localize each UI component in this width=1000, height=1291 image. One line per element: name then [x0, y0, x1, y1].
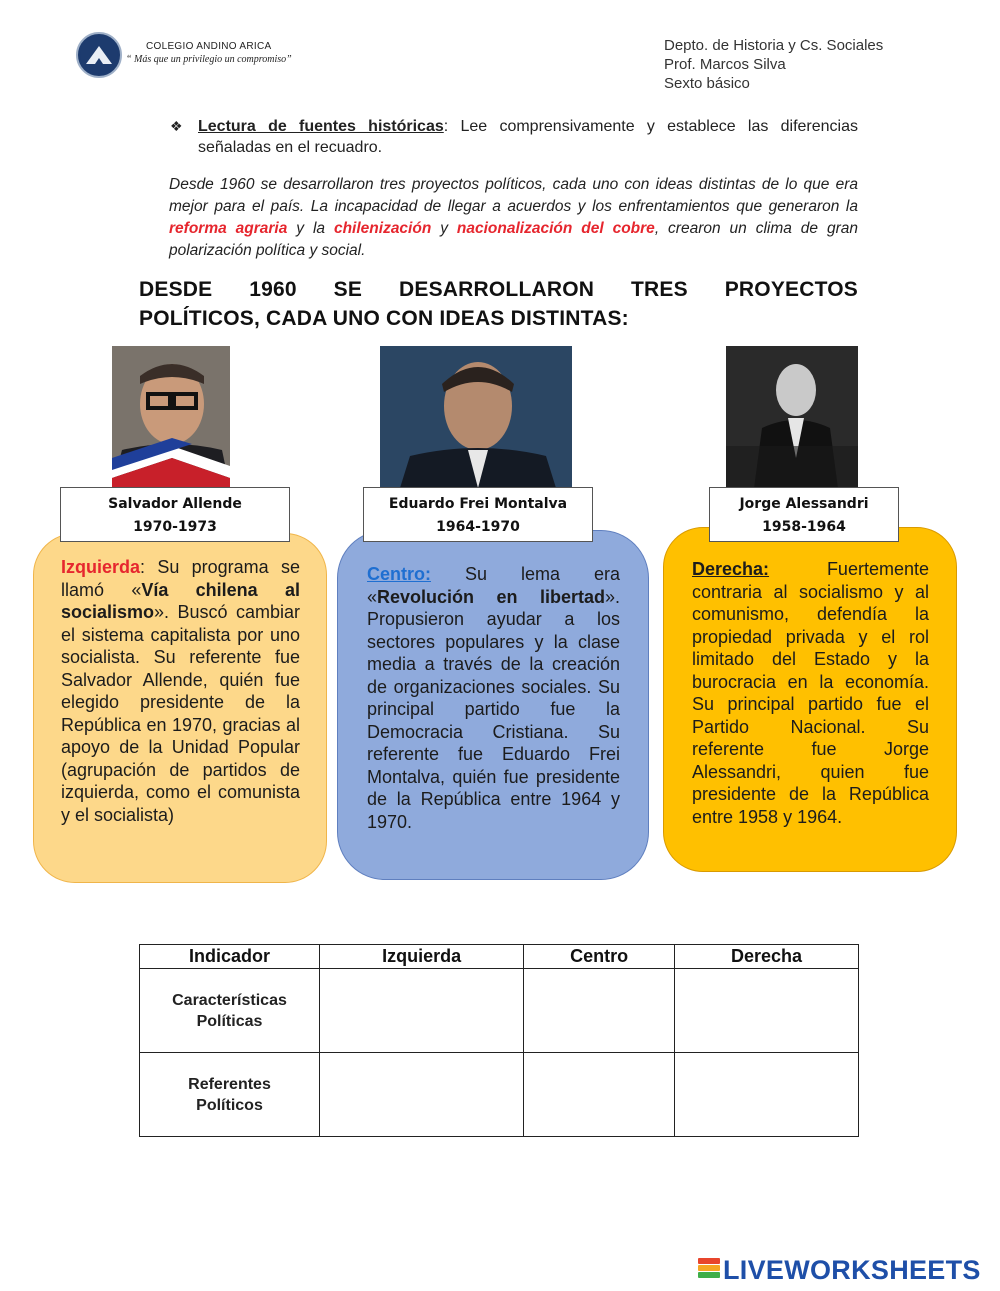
intro-paragraph — [169, 174, 858, 262]
row-label-line: Referentes — [188, 1075, 271, 1093]
derecha-text: Fuertemente contraria al socialismo y al comunismo, defendía la propiedad privada y el rol limitado del Estado y la burocracia en la economía. Su principal partido fue el Partido Nacional. Su referente fue Jorge Alessandri, quien fue presidente de la República entre 1958 y 1964. — [692, 559, 929, 827]
centro-text: Su lema era « — [367, 564, 620, 607]
table-row — [140, 1053, 859, 1137]
centro-text: ». Propusieron ayudar a los sectores populares y la clase media a través de la creación de organizaciones sociales. Su principal partido fue la Democracia Cristiana. Su referente fue Eduardo Frei Montalva, quién fue presidente de la República entre 1964 y 1970. — [367, 586, 620, 832]
photo-frei — [380, 346, 572, 488]
answer-cell-centro-caracteristicas[interactable] — [524, 969, 675, 1053]
school-logo — [76, 32, 122, 78]
answer-cell-izquierda-caracteristicas[interactable] — [320, 969, 524, 1053]
leader-years: 1970-1973 — [133, 519, 217, 535]
derecha-card — [663, 527, 957, 872]
row-label-line: Políticos — [196, 1096, 263, 1114]
header-derecha: Derecha — [674, 945, 858, 969]
row-label-line: Características — [172, 991, 287, 1009]
name-box-allende — [60, 487, 290, 542]
row-label — [140, 969, 320, 1053]
leader-name: Salvador Allende — [108, 496, 242, 512]
comparison-table — [139, 944, 859, 1137]
photo-allende — [112, 346, 230, 488]
row-label — [140, 1053, 320, 1137]
row-label-line: Políticas — [196, 1012, 263, 1030]
instruction-text: : Lee comprensivamente y establece las diferencias señaladas en el recuadro. — [198, 118, 858, 156]
centro-title: Centro: — [367, 564, 431, 584]
izquierda-card — [33, 533, 327, 883]
centro-slogan: Revolución en libertad — [377, 586, 605, 607]
mountain-logo-icon — [78, 34, 120, 76]
name-box-alessandri — [709, 487, 899, 542]
header-centro: Centro — [524, 945, 675, 969]
izquierda-title: Izquierda — [61, 557, 141, 577]
table-row — [140, 969, 859, 1053]
leader-years: 1964-1970 — [436, 519, 520, 535]
header-izquierda: Izquierda — [320, 945, 524, 969]
liveworksheets-brand: LIVEWORKSHEETS — [723, 1255, 981, 1285]
name-box-frei — [363, 487, 593, 542]
leader-years: 1958-1964 — [762, 519, 846, 535]
badge-stripe — [698, 1258, 720, 1264]
header-indicador: Indicador — [140, 945, 320, 969]
izquierda-text: ». Buscó cambiar el sistema capitalista por uno socialista. Su referente fue Salvador Allende, quién fue elegido presidente de la República en 1970, gracias al apoyo de la Unidad Popular (agrupación de partidos de izquierda, como el comunista y el socialista) — [61, 602, 300, 825]
grade-line: Sexto básico — [664, 75, 750, 92]
liveworksheets-logo[interactable] — [698, 1255, 981, 1285]
instruction-label: Lectura de fuentes históricas — [198, 118, 444, 135]
highlight-reforma-agraria: reforma agraria — [169, 220, 288, 237]
section-heading-line1: DESDE 1960 SE DESARROLLARON TRES PROYECTOS — [139, 278, 858, 301]
photo-alessandri — [726, 346, 858, 488]
section-heading-line2: POLÍTICOS, CADA UNO CON IDEAS DISTINTAS: — [139, 307, 629, 330]
diamond-bullet-icon: ❖ — [170, 118, 183, 134]
izquierda-text: : Su programa se llamó « — [61, 557, 300, 600]
highlight-nacionalizacion: nacionalización del cobre — [456, 220, 655, 237]
badge-stripe — [698, 1272, 720, 1278]
department-info — [664, 36, 883, 93]
school-motto: “ Más que un privilegio un compromiso” — [126, 54, 292, 65]
derecha-title: Derecha: — [692, 559, 770, 579]
school-name: COLEGIO ANDINO ARICA — [146, 41, 272, 52]
answer-cell-derecha-caracteristicas[interactable] — [674, 969, 858, 1053]
answer-cell-derecha-referentes[interactable] — [674, 1053, 858, 1137]
izquierda-slogan: Vía chilena al socialismo — [61, 579, 300, 622]
answer-cell-centro-referentes[interactable] — [524, 1053, 675, 1137]
teacher-line: Prof. Marcos Silva — [664, 56, 786, 73]
intro-text: y — [431, 220, 457, 237]
highlight-chilenizacion: chilenización — [333, 220, 432, 237]
answer-cell-izquierda-referentes[interactable] — [320, 1053, 524, 1137]
intro-text: Desde 1960 se desarrollaron tres proyectos políticos, cada uno con ideas distintas de lo que era mejor para el país. La incapacidad de llegar a acuerdos y los enfrentamientos que generaron la — [169, 176, 858, 215]
liveworksheets-badge-icon — [698, 1258, 720, 1284]
instruction — [170, 116, 858, 158]
leader-name: Eduardo Frei Montalva — [388, 496, 568, 512]
intro-text: , crearon un clima de gran polarización política y social. — [169, 220, 858, 259]
intro-text: y la — [287, 220, 334, 237]
dept-line: Depto. de Historia y Cs. Sociales — [664, 37, 884, 54]
centro-card — [337, 530, 649, 880]
badge-stripe — [698, 1265, 720, 1271]
leader-name: Jorge Alessandri — [739, 496, 869, 512]
